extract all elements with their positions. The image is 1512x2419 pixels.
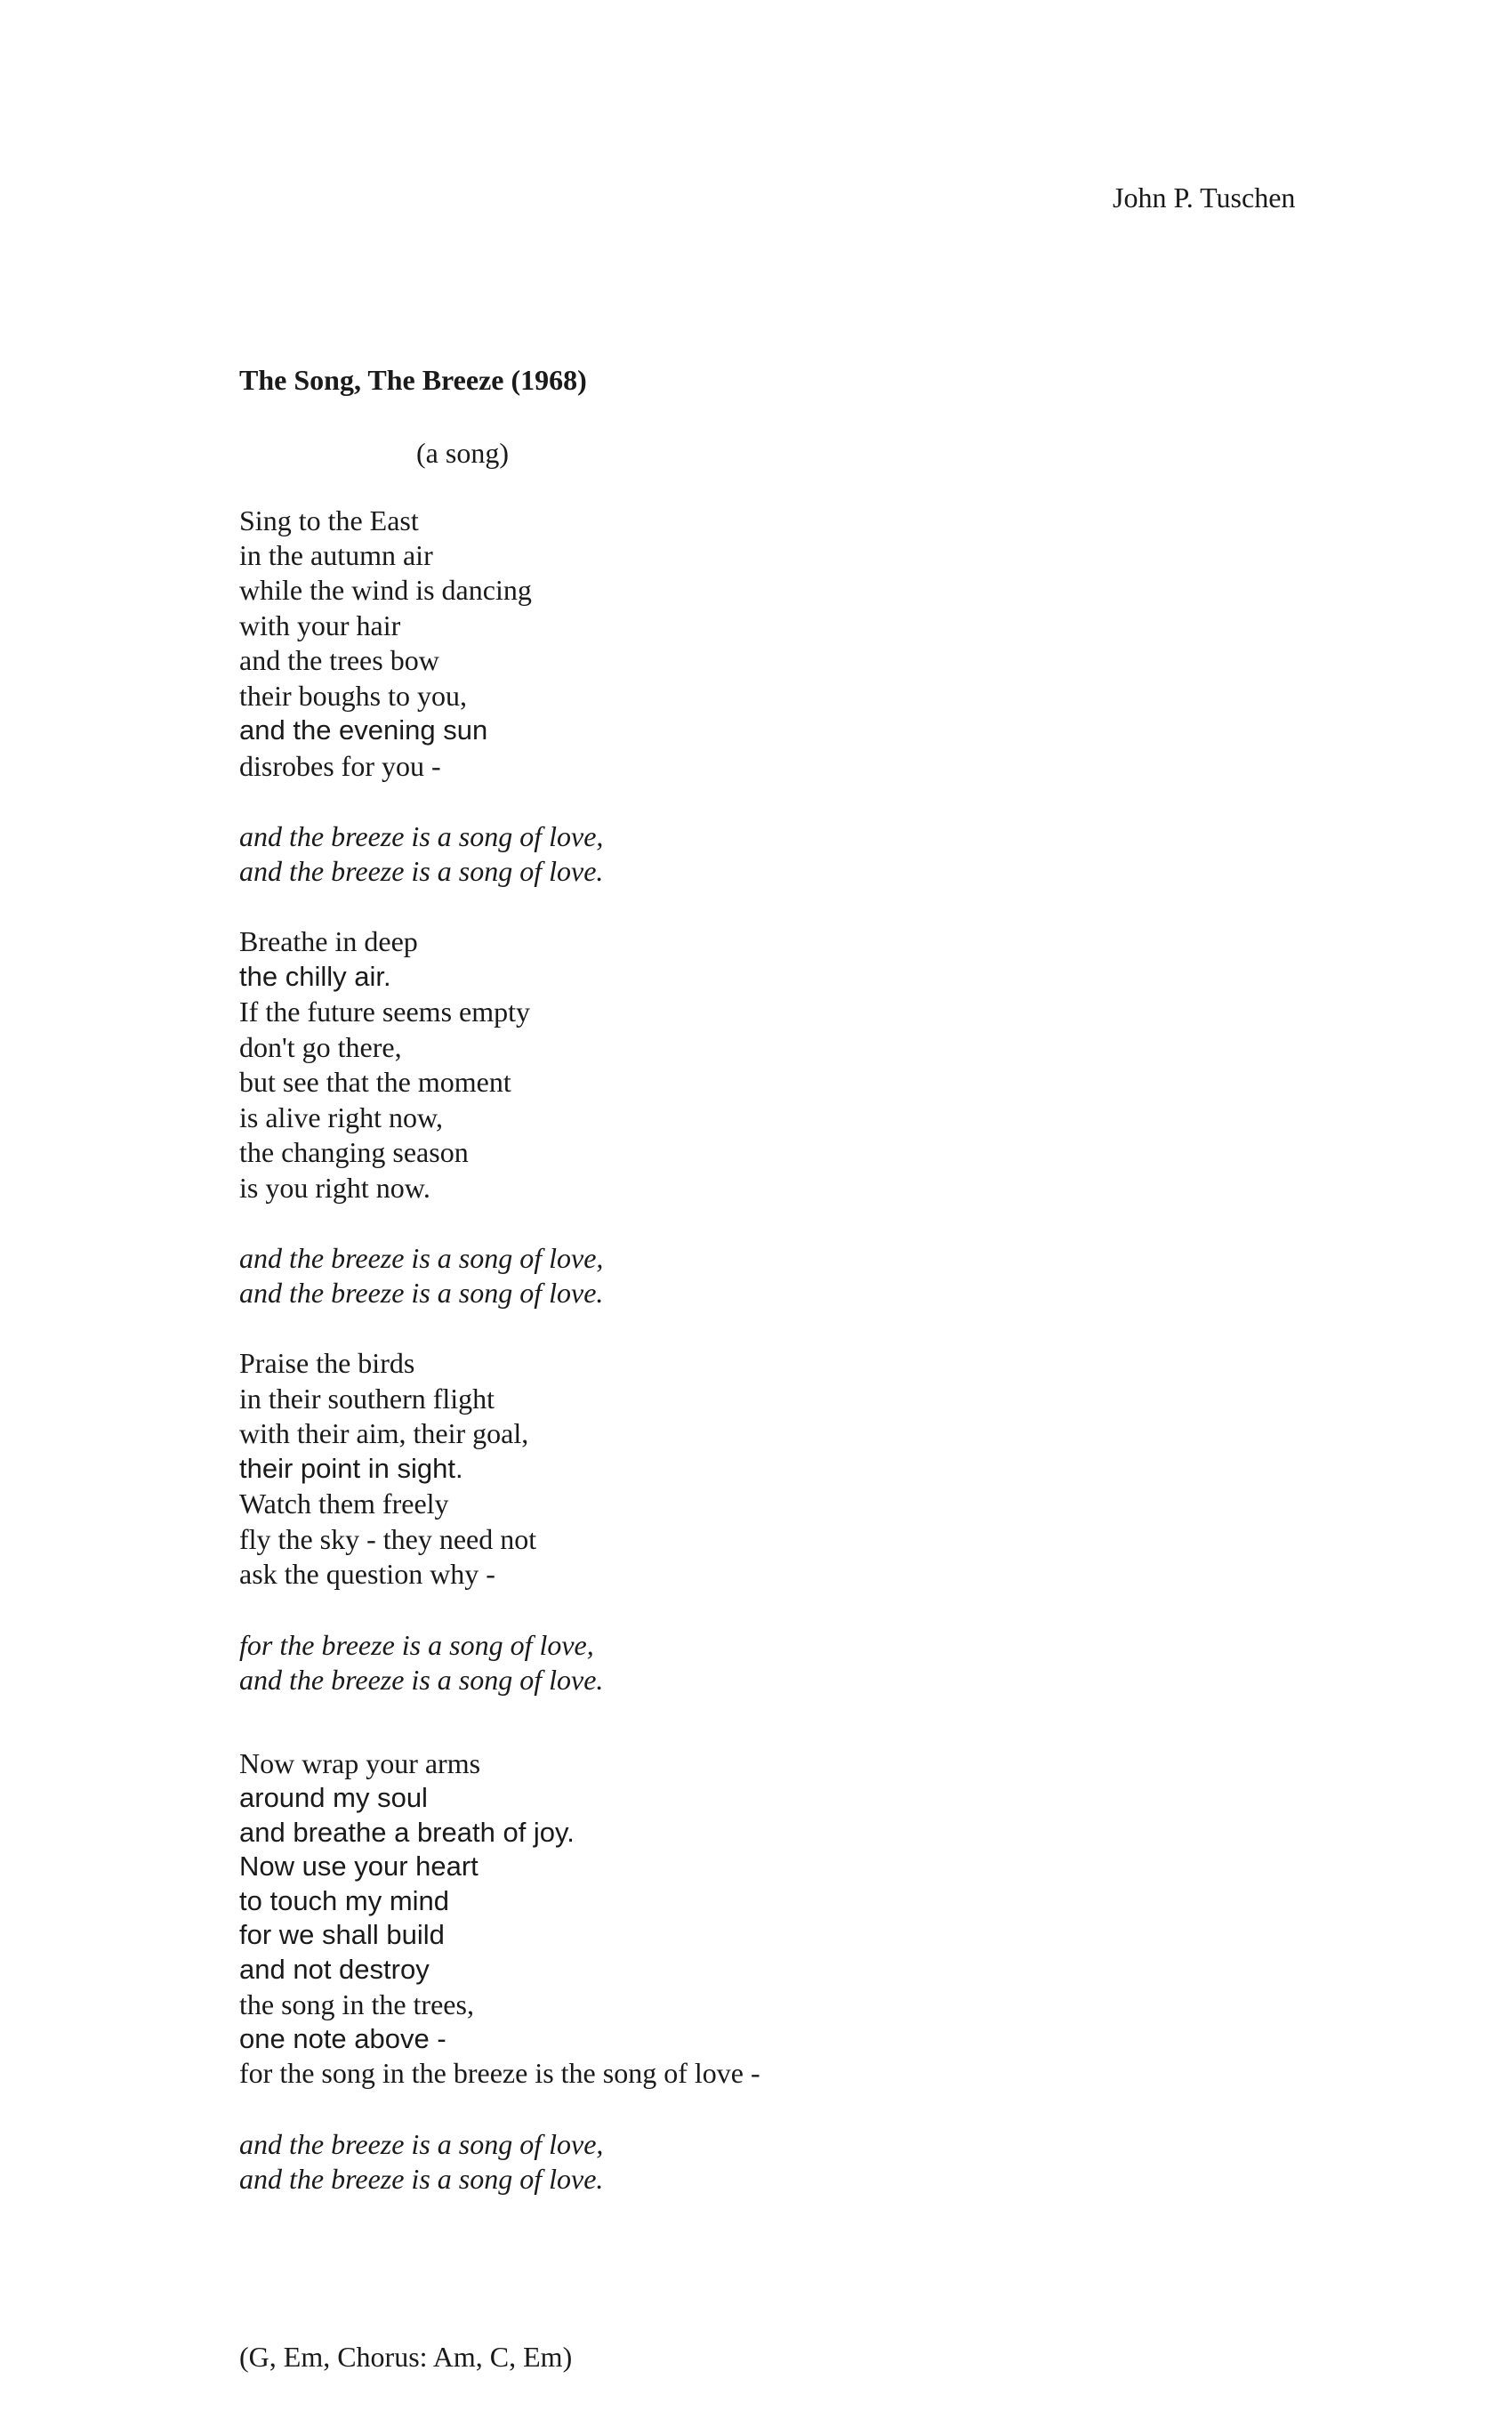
poem-line: disrobes for you - xyxy=(239,750,441,782)
poem-line: one note above - xyxy=(239,2023,446,2054)
poem-line: around my soul xyxy=(239,1782,428,1813)
poem-line: with their aim, their goal, xyxy=(239,1417,529,1449)
poem-line: and the trees bow xyxy=(239,644,439,676)
poem-line: for the song in the breeze is the song of love - xyxy=(239,2057,760,2089)
poem-line: while the wind is dancing xyxy=(239,574,532,606)
poem-line: Sing to the East xyxy=(239,504,419,536)
poem-line: in their southern flight xyxy=(239,1383,495,1415)
poem-line: with your hair xyxy=(239,609,401,641)
poem-line: Now wrap your arms xyxy=(239,1747,481,1779)
poem-line: their point in sight. xyxy=(239,1453,463,1484)
poem-line: to touch my mind xyxy=(239,1885,450,1916)
poem-line: Praise the birds xyxy=(239,1347,415,1379)
poem-line: the song in the trees, xyxy=(239,1988,474,2020)
poem-line: don't go there, xyxy=(239,1031,402,1063)
poem-line: and breathe a breath of joy. xyxy=(239,1817,575,1848)
poem-line: ask the question why - xyxy=(239,1558,495,1590)
chorus-line: and the breeze is a song of love. xyxy=(239,1277,604,1309)
chorus-line: for the breeze is a song of love, xyxy=(239,1629,594,1661)
poem-line: the changing season xyxy=(239,1136,469,1168)
chorus-line: and the breeze is a song of love, xyxy=(239,820,604,852)
poem-line: in the autumn air xyxy=(239,539,433,571)
poem-line: is you right now. xyxy=(239,1172,430,1204)
poem-title: The Song, The Breeze (1968) xyxy=(239,364,587,396)
poem-line: fly the sky - they need not xyxy=(239,1523,537,1555)
chorus-line: and the breeze is a song of love. xyxy=(239,855,604,887)
poem-line: Watch them freely xyxy=(239,1488,449,1520)
poem-subtitle: (a song) xyxy=(416,437,509,469)
chord-notation: (G, Em, Chorus: Am, C, Em) xyxy=(239,2341,573,2373)
poem-line: If the future seems empty xyxy=(239,996,530,1028)
poem-line: for we shall build xyxy=(239,1919,445,1950)
poem-line: Now use your heart xyxy=(239,1851,479,1882)
poem-line: is alive right now, xyxy=(239,1101,443,1133)
poem-line: and not destroy xyxy=(239,1954,430,1985)
chorus-line: and the breeze is a song of love. xyxy=(239,2163,604,2195)
poem-line: but see that the moment xyxy=(239,1066,511,1098)
poem-line: their boughs to you, xyxy=(239,680,467,712)
author-name: John P. Tuschen xyxy=(1113,181,1296,214)
chorus-line: and the breeze is a song of love, xyxy=(239,1242,604,1274)
poem-line: and the evening sun xyxy=(239,714,488,746)
chorus-line: and the breeze is a song of love, xyxy=(239,2128,604,2160)
chorus-line: and the breeze is a song of love. xyxy=(239,1664,604,1696)
poem-line: Breathe in deep xyxy=(239,925,418,957)
poem-line: the chilly air. xyxy=(239,961,391,992)
